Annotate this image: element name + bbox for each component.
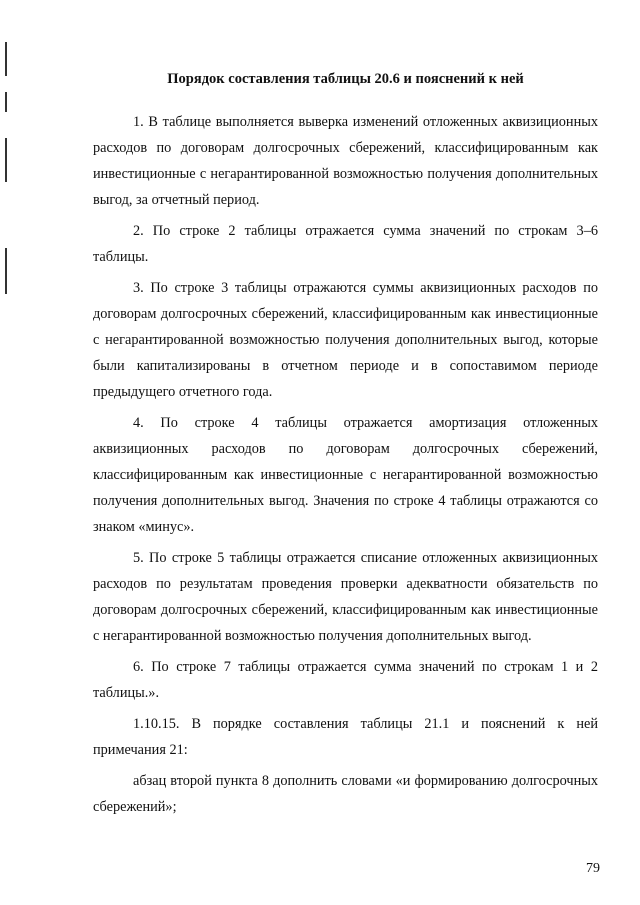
paragraph-8: абзац второй пункта 8 дополнить словами «и формированию долгосрочных сбережений»; (93, 773, 598, 815)
margin-line (5, 92, 7, 112)
paragraph-1: 1. В таблице выполняется выверка изменений отложенных аквизиционных расходов по договорам долгосрочных сбережений, классифицированным как инвестиционные с негарантированной возможностью получения дополнительных выгод, за отчетный период. (93, 114, 598, 208)
margin-line (5, 42, 7, 76)
paragraph-2: 2. По строке 2 таблицы отражается сумма значений по строкам 3–6 таблицы. (93, 223, 598, 265)
paragraph-4: 4. По строке 4 таблицы отражается амортизация отложенных аквизиционных расходов по договорам долгосрочных сбережений, классифицированным как инвестиционные с негарантированной возможностью получения дополнительных выгод. Значения по строке 4 таблицы отражаются со знаком «минус». (93, 415, 598, 535)
page-number: 79 (586, 861, 600, 876)
margin-line (5, 138, 7, 182)
paragraph-6: 6. По строке 7 таблицы отражается сумма значений по строкам 1 и 2 таблицы.». (93, 659, 598, 701)
paragraph-5: 5. По строке 5 таблицы отражается списание отложенных аквизиционных расходов по результатам проведения проверки адекватности обязательств по договорам долгосрочных сбережений, классифицированным как инвестиционные с негарантированной возможностью получения дополнительных выгод. (93, 550, 598, 644)
paragraph-7: 1.10.15. В порядке составления таблицы 21.1 и пояснений к ней примечания 21: (93, 716, 598, 758)
document-title: Порядок составления таблицы 20.6 и пояснений к ней (167, 71, 524, 87)
paragraph-3: 3. По строке 3 таблицы отражаются суммы аквизиционных расходов по договорам долгосрочных сбережений, классифицированным как инвестиционные с негарантированной возможностью получения дополнительных выгод, которые были капитализированы в отчетном периоде и в сопоставимом периоде предыдущего отчетного года. (93, 280, 598, 400)
document-body (93, 109, 598, 825)
margin-line (5, 248, 7, 294)
margin-marks (0, 0, 10, 905)
